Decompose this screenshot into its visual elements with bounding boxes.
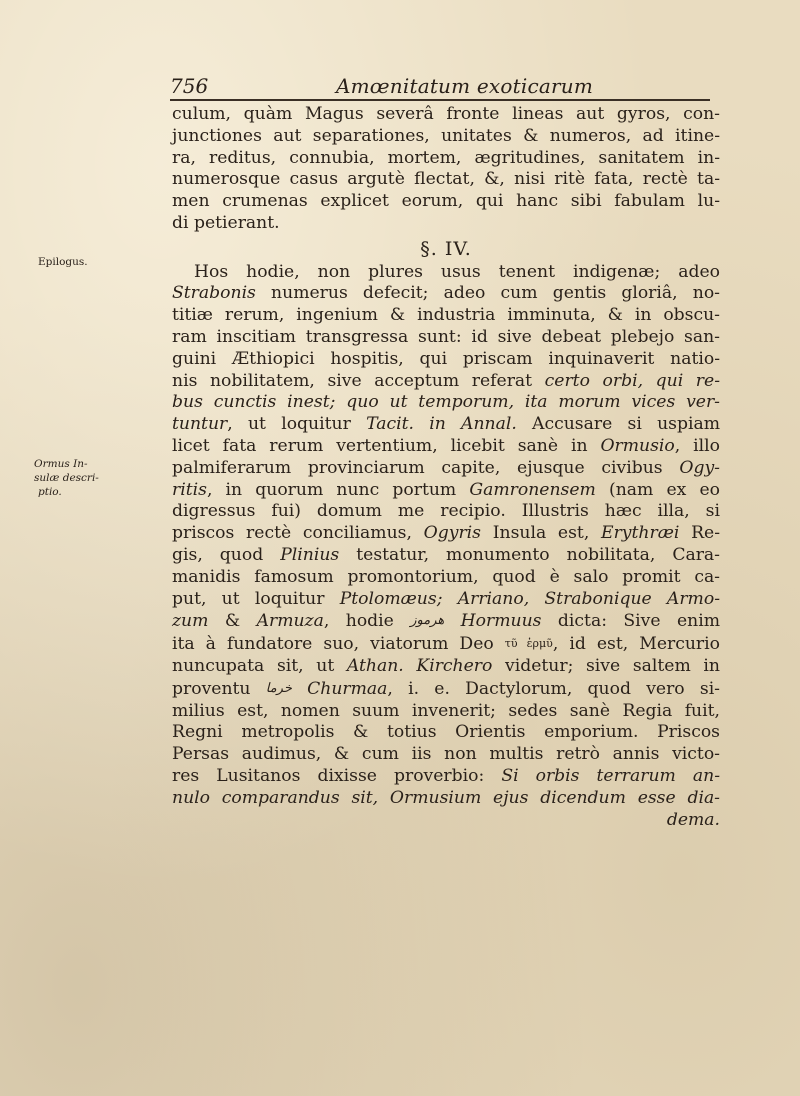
text-segment: dicta: Sive enim [541, 611, 720, 632]
text-line [172, 589, 720, 611]
paragraph-continuation [172, 104, 720, 235]
name-churmaa: Churmaa [291, 678, 388, 699]
text-segment: res Lusitanos dixisse proverbio: [172, 765, 502, 786]
section-heading: §. IV. [420, 237, 472, 260]
name-ormusio: Ormusio [600, 435, 675, 456]
page-header [168, 74, 728, 98]
citation-tacitus: Tacit. in Annal. [366, 414, 517, 435]
running-title: Amœnitatum exoticarum [336, 74, 593, 98]
text-segment: , in quorum nunc portum [206, 479, 470, 500]
text-segment: nuncupata sit, ut [172, 655, 347, 676]
text-segment: Re- [679, 523, 721, 544]
text-line: bus cunctis inest; quo ut temporum, ita morum vices ver- [172, 392, 720, 413]
text-segment: gis, quod [172, 544, 281, 565]
text-segment: testatur, monumento nobilitata, Cara- [339, 544, 720, 565]
text-segment: proventu [172, 678, 266, 699]
name-erythraei: Erythræi [601, 523, 680, 544]
text-line: manidis famosum promontorium, quod è salo promit ca- [172, 566, 720, 587]
text-segment: Insula est, [481, 523, 602, 544]
text-line: Persas audimus, & cum iis non multis retrò annis victo- [172, 744, 720, 765]
text-segment: & [208, 611, 257, 632]
text-line [172, 458, 720, 480]
text-segment: palmiferarum provinciarum capite, ejusque civibus [172, 457, 680, 478]
name-kirchero: Athan. Kirchero [346, 655, 493, 676]
text-line [172, 610, 720, 633]
name-armozum: zum [172, 611, 209, 632]
text-segment: nis nobilitatem, sive acceptum referat [172, 370, 545, 391]
margin-note-ormus-line-1: Ormus In- [34, 458, 88, 470]
text-segment: , illo [674, 435, 721, 456]
arabic-khurma: خرما [265, 680, 292, 696]
name-hormuus: Hormuus [444, 611, 542, 632]
main-text [172, 104, 720, 831]
text-segment: Accusare si uspiam [516, 414, 721, 435]
arabic-hormuz: هرموز [410, 613, 445, 629]
text-line [172, 436, 720, 458]
text-segment: put, ut loquitur [172, 588, 340, 609]
margin-note-ormus-line-2: sulæ descri- [34, 472, 99, 484]
text-segment: numerus defecit; adeo cum gentis gloriâ, no- [255, 283, 720, 304]
text-line [172, 766, 720, 788]
text-line: Regni metropolis & totius Orientis emporium. Priscos [172, 722, 720, 743]
text-line: milius est, nomen suum invenerit; sedes sanè Regia fuit, [172, 700, 720, 721]
text-line [172, 633, 720, 656]
text-line [172, 283, 720, 305]
text-line: ra, reditus, connubia, mortem, ægritudines, sanitatem in- [172, 147, 720, 168]
text-line [172, 545, 720, 567]
text-line: junctiones aut separationes, unitates & numeros, ad itine- [172, 125, 720, 146]
name-ogyris: Ogyris [423, 523, 481, 544]
text-line: nulo comparandus sit, Ormusium ejus dicendum esse dia- [172, 787, 720, 808]
italic-segment: tuntur [172, 414, 228, 435]
page-number: 756 [170, 74, 209, 98]
text-line [172, 371, 720, 393]
italic-segment: Ogy- [679, 457, 720, 478]
text-segment: , hodie [323, 611, 411, 632]
text-line: digressus fui) domum me recipio. Illustris hæc illa, si [172, 501, 720, 522]
text-segment: , id est, Mercurio [552, 634, 720, 655]
text-segment: ita à fundatore suo, viatorum Deo [172, 634, 505, 655]
header-rule [170, 99, 710, 101]
text-segment: priscos rectè conciliamus, [172, 523, 424, 544]
proverb-text: Si orbis terrarum an- [501, 765, 721, 786]
name-plinius: Plinius [280, 544, 340, 565]
margin-note-ormus-line-3: ptio. [38, 486, 62, 498]
text-segment: videtur; sive saltem in [492, 655, 720, 676]
paragraph-section-iv [172, 262, 720, 832]
name-armuza: Armuza [256, 611, 324, 632]
text-line-final: dema. [666, 809, 720, 830]
text-segment: , i. e. Dactylorum, quod vero si- [387, 678, 720, 699]
text-line [172, 523, 720, 545]
text-segment: , ut loquitur [227, 414, 367, 435]
text-line: guini Æthiopici hospitis, qui priscam inquinaverit natio- [172, 348, 720, 369]
text-line [172, 678, 720, 701]
text-line: titiæ rerum, ingenium & industria imminuta, & in obscu- [172, 305, 720, 326]
italic-segment: ritis [172, 479, 207, 500]
greek-hermou: τῦ ἑρμῦ [504, 637, 553, 651]
text-line [172, 414, 720, 436]
margin-note-ormus [34, 457, 154, 499]
text-line [172, 480, 720, 502]
text-line: men crumenas explicet eorum, qui hanc sibi fabulam lu- [172, 191, 720, 212]
name-strabonis: Strabonis [172, 283, 256, 304]
text-segment: licet fata rerum vertentium, licebit sanè in [172, 435, 601, 456]
text-line: culum, quàm Magus severâ fronte lineas aut gyros, con- [172, 104, 720, 124]
text-segment: (nam ex eo [595, 479, 720, 500]
italic-segment: Ptolomæus; Arriano, Strabonique Armo- [339, 588, 720, 609]
name-gamronensem: Gamronensem [469, 479, 596, 500]
margin-note-epilogus: Epilogus. [38, 256, 88, 268]
text-line: di petierant. [172, 212, 280, 233]
text-line: numerosque casus argutè flectat, &, nisi ritè fata, rectè ta- [172, 169, 720, 190]
text-line: Hos hodie, non plures usus tenent indigenæ; adeo [194, 261, 720, 282]
text-line: ram inscitiam transgressa sunt: id sive debeat plebejo san- [172, 326, 720, 347]
text-line [172, 656, 720, 678]
italic-segment: certo orbi, qui re- [544, 370, 720, 391]
